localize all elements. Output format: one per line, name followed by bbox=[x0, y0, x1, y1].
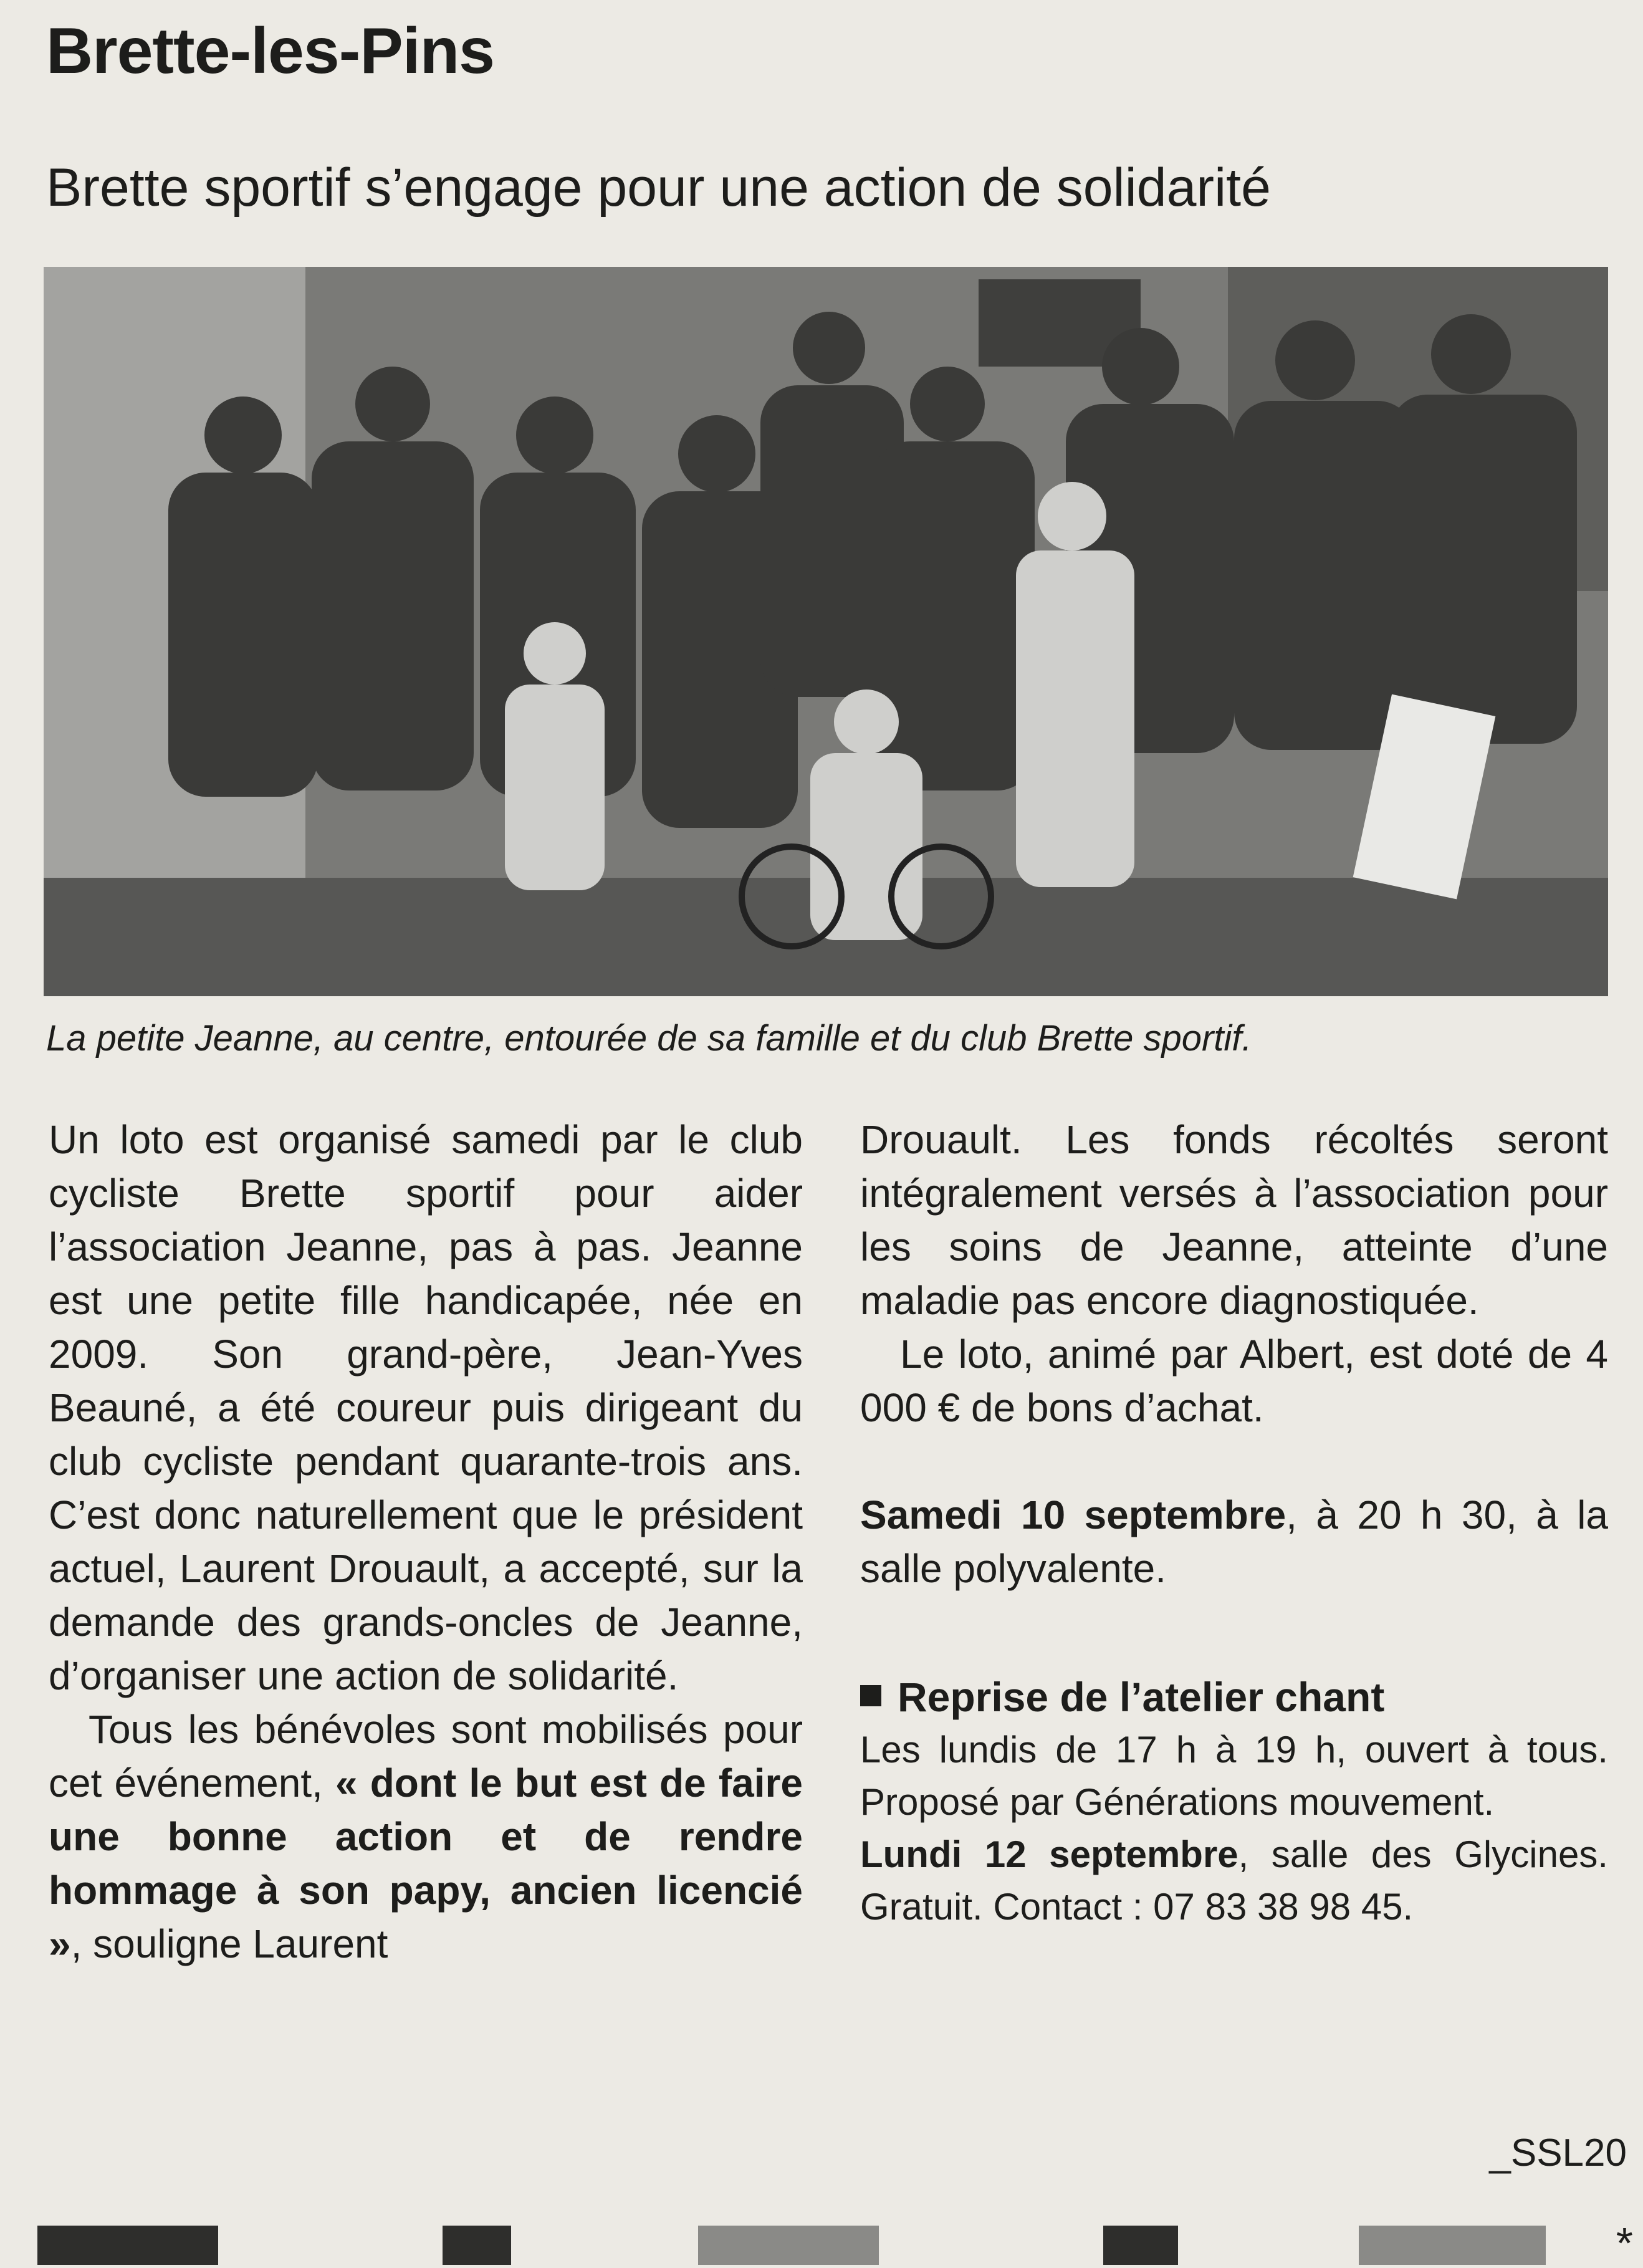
event-details: , à 20 h 30, à la salle polyvalente. bbox=[860, 1492, 1608, 1591]
bottom-strip bbox=[37, 2226, 218, 2265]
quote: « dont le but est de faire une bonne action et de rendre hommage à son papy, ancien licencié » bbox=[49, 1761, 803, 1966]
paragraph bbox=[49, 1703, 803, 1971]
article-column-2 bbox=[860, 1113, 1608, 1933]
brief-details: , salle des Glycines. Gratuit. Contact : 07 83 38 98 45. bbox=[860, 1833, 1609, 1928]
article-column-1 bbox=[49, 1113, 803, 1971]
event-date: Samedi 10 septembre bbox=[860, 1492, 1286, 1537]
text: , souligne Laurent bbox=[70, 1921, 388, 1966]
bottom-strip bbox=[443, 2226, 511, 2265]
headline: Brette sportif s’engage pour une action de solidarité bbox=[46, 158, 1271, 218]
text: Tous les bénévoles sont mobilisés pour cet événement, bbox=[49, 1707, 803, 1805]
brief-title: Reprise de l’atelier chant bbox=[898, 1674, 1385, 1720]
bottom-strip bbox=[1359, 2226, 1546, 2265]
brief-text: Les lundis de 17 h à 19 h, ouvert à tous. Proposé par Générations mouvement. bbox=[860, 1729, 1608, 1823]
bottom-strip bbox=[1103, 2226, 1178, 2265]
group-photo-icon bbox=[44, 267, 1608, 996]
brief-text bbox=[860, 1828, 1608, 1933]
paragraph: Drouault. Les fonds récoltés seront intégralement versés à l’association pour les soins de Jeanne, atteinte d’une maladie pas encore diagnostiquée. bbox=[860, 1117, 1608, 1323]
page-reference: _SSL20 bbox=[1489, 2131, 1627, 2174]
town-title: Brette-les-Pins bbox=[46, 15, 494, 87]
bottom-strip bbox=[698, 2226, 879, 2265]
brief-date: Lundi 12 septembre bbox=[860, 1833, 1238, 1875]
event-info bbox=[860, 1488, 1608, 1595]
brief-heading bbox=[860, 1670, 1608, 1724]
photo-caption: La petite Jeanne, au centre, entourée de sa famille et du club Brette sportif. bbox=[46, 1018, 1252, 1059]
paragraph: Un loto est organisé samedi par le club cycliste Brette sportif pour aider l’association Jeanne, pas à pas. Jeanne est une petite fille handicapée, née en 2009. Son grand-père, Jean-Yves Beauné, a été coureur puis dirigeant du club cycliste pendant quarante-trois ans. C’est donc naturellement que le président actuel, Laurent Drouault, a accepté, sur la demande des grands-oncles de Jeanne, d’organiser une action de solidarité. bbox=[49, 1117, 803, 1698]
asterisk-mark: * bbox=[1616, 2219, 1633, 2267]
paragraph: Le loto, animé par Albert, est doté de 4 000 € de bons d’achat. bbox=[860, 1332, 1608, 1430]
square-bullet-icon bbox=[860, 1685, 881, 1706]
